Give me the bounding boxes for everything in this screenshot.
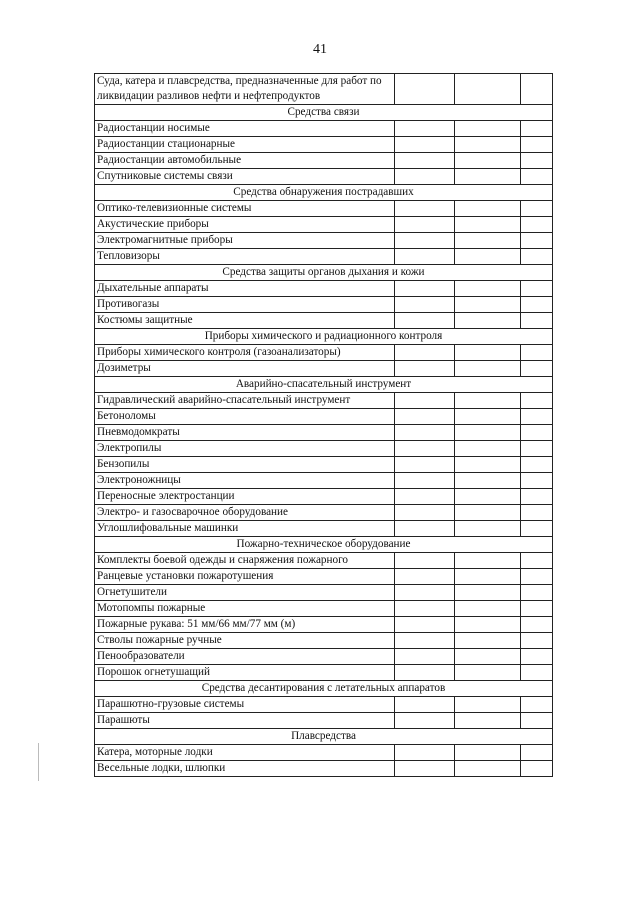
empty-value-cell <box>521 393 553 409</box>
empty-value-cell <box>455 313 521 329</box>
table-row <box>95 601 553 617</box>
empty-value-cell <box>395 345 455 361</box>
empty-value-cell <box>455 713 521 729</box>
empty-value-cell <box>455 697 521 713</box>
section-header: Аварийно-спасательный инструмент <box>95 377 553 393</box>
empty-value-cell <box>455 569 521 585</box>
empty-value-cell <box>395 569 455 585</box>
empty-value-cell <box>455 745 521 761</box>
section-header-row <box>95 265 553 281</box>
table-row <box>95 393 553 409</box>
empty-value-cell <box>395 521 455 537</box>
equipment-name-cell: Костюмы защитные <box>95 313 395 329</box>
section-header: Средства обнаружения пострадавших <box>95 185 553 201</box>
empty-value-cell <box>521 745 553 761</box>
empty-value-cell <box>521 249 553 265</box>
table-row <box>95 313 553 329</box>
empty-value-cell <box>395 74 455 105</box>
empty-value-cell <box>455 297 521 313</box>
empty-value-cell <box>521 649 553 665</box>
empty-value-cell <box>395 137 455 153</box>
empty-value-cell <box>395 617 455 633</box>
table-row <box>95 217 553 233</box>
empty-value-cell <box>395 441 455 457</box>
empty-value-cell <box>521 217 553 233</box>
empty-value-cell <box>521 74 553 105</box>
equipment-name-cell: Радиостанции носимые <box>95 121 395 137</box>
table-row <box>95 553 553 569</box>
empty-value-cell <box>455 585 521 601</box>
empty-value-cell <box>395 505 455 521</box>
table-row <box>95 505 553 521</box>
empty-value-cell <box>395 233 455 249</box>
empty-value-cell <box>521 233 553 249</box>
empty-value-cell <box>521 761 553 777</box>
empty-value-cell <box>395 409 455 425</box>
empty-value-cell <box>395 153 455 169</box>
empty-value-cell <box>455 201 521 217</box>
empty-value-cell <box>395 745 455 761</box>
empty-value-cell <box>455 633 521 649</box>
empty-value-cell <box>521 201 553 217</box>
table-row <box>95 345 553 361</box>
empty-value-cell <box>395 489 455 505</box>
empty-value-cell <box>395 249 455 265</box>
equipment-name-cell: Электроножницы <box>95 473 395 489</box>
empty-value-cell <box>521 297 553 313</box>
section-header-row <box>95 329 553 345</box>
equipment-name-cell: Комплекты боевой одежды и снаряжения пожарного <box>95 553 395 569</box>
equipment-name-cell: Акустические приборы <box>95 217 395 233</box>
equipment-name-cell: Противогазы <box>95 297 395 313</box>
empty-value-cell <box>395 697 455 713</box>
equipment-name-cell: Огнетушители <box>95 585 395 601</box>
empty-value-cell <box>455 361 521 377</box>
table-row <box>95 297 553 313</box>
equipment-name-cell: Радиостанции автомобильные <box>95 153 395 169</box>
table-row <box>95 585 553 601</box>
empty-value-cell <box>521 361 553 377</box>
empty-value-cell <box>395 457 455 473</box>
table-row <box>95 697 553 713</box>
empty-value-cell <box>521 633 553 649</box>
empty-value-cell <box>521 281 553 297</box>
equipment-name-cell: Дозиметры <box>95 361 395 377</box>
equipment-name-cell: Парашютно-грузовые системы <box>95 697 395 713</box>
table-row <box>95 249 553 265</box>
section-header: Приборы химического и радиационного контроля <box>95 329 553 345</box>
scan-margin-mark <box>38 743 39 781</box>
empty-value-cell <box>521 457 553 473</box>
empty-value-cell <box>521 505 553 521</box>
empty-value-cell <box>395 121 455 137</box>
equipment-name-cell: Весельные лодки, шлюпки <box>95 761 395 777</box>
equipment-name-cell: Электромагнитные приборы <box>95 233 395 249</box>
empty-value-cell <box>521 121 553 137</box>
empty-value-cell <box>521 169 553 185</box>
table-row <box>95 633 553 649</box>
section-header-row <box>95 377 553 393</box>
equipment-name-cell: Спутниковые системы связи <box>95 169 395 185</box>
table-row <box>95 409 553 425</box>
equipment-name-cell: Пожарные рукава: 51 мм/66 мм/77 мм (м) <box>95 617 395 633</box>
table-row <box>95 649 553 665</box>
empty-value-cell <box>455 153 521 169</box>
table-row <box>95 457 553 473</box>
empty-value-cell <box>455 649 521 665</box>
section-header-row <box>95 537 553 553</box>
empty-value-cell <box>521 313 553 329</box>
empty-value-cell <box>455 425 521 441</box>
table-row <box>95 281 553 297</box>
empty-value-cell <box>395 361 455 377</box>
empty-value-cell <box>395 473 455 489</box>
table-row <box>95 153 553 169</box>
empty-value-cell <box>455 761 521 777</box>
empty-value-cell <box>455 441 521 457</box>
table-row <box>95 425 553 441</box>
empty-value-cell <box>455 217 521 233</box>
empty-value-cell <box>395 633 455 649</box>
section-header: Средства десантирования с летательных аппаратов <box>95 681 553 697</box>
equipment-name-cell: Радиостанции стационарные <box>95 137 395 153</box>
table-row <box>95 489 553 505</box>
empty-value-cell <box>521 441 553 457</box>
empty-value-cell <box>455 665 521 681</box>
empty-value-cell <box>455 601 521 617</box>
equipment-name-cell: Мотопомпы пожарные <box>95 601 395 617</box>
empty-value-cell <box>395 601 455 617</box>
table-row <box>95 361 553 377</box>
equipment-name-cell: Углошлифовальные машинки <box>95 521 395 537</box>
section-header-row <box>95 105 553 121</box>
empty-value-cell <box>395 217 455 233</box>
equipment-name-cell: Пенообразователи <box>95 649 395 665</box>
empty-value-cell <box>455 489 521 505</box>
table-row <box>95 761 553 777</box>
empty-value-cell <box>521 425 553 441</box>
equipment-name-cell: Порошок огнетушащий <box>95 665 395 681</box>
equipment-name-cell: Дыхательные аппараты <box>95 281 395 297</box>
equipment-name-cell: Тепловизоры <box>95 249 395 265</box>
equipment-name-cell: Ранцевые установки пожаротушения <box>95 569 395 585</box>
equipment-name-cell: Суда, катера и плавсредства, предназначенные для работ по ликвидации разливов нефти и нефтепродуктов <box>95 74 395 105</box>
empty-value-cell <box>455 617 521 633</box>
equipment-name-cell: Электро- и газосварочное оборудование <box>95 505 395 521</box>
equipment-name-cell: Приборы химического контроля (газоанализаторы) <box>95 345 395 361</box>
empty-value-cell <box>455 553 521 569</box>
empty-value-cell <box>455 473 521 489</box>
empty-value-cell <box>521 601 553 617</box>
equipment-name-cell: Пневмодомкраты <box>95 425 395 441</box>
empty-value-cell <box>395 553 455 569</box>
section-header-row <box>95 729 553 745</box>
table-row <box>95 665 553 681</box>
empty-value-cell <box>395 713 455 729</box>
table-row <box>95 233 553 249</box>
empty-value-cell <box>521 697 553 713</box>
table-row <box>95 521 553 537</box>
empty-value-cell <box>521 713 553 729</box>
empty-value-cell <box>395 281 455 297</box>
section-header: Плавсредства <box>95 729 553 745</box>
empty-value-cell <box>521 553 553 569</box>
equipment-table <box>94 73 553 777</box>
table-row <box>95 569 553 585</box>
section-header: Пожарно-техническое оборудование <box>95 537 553 553</box>
table-row <box>95 473 553 489</box>
equipment-name-cell: Переносные электростанции <box>95 489 395 505</box>
empty-value-cell <box>521 473 553 489</box>
table-row <box>95 137 553 153</box>
table-row <box>95 617 553 633</box>
equipment-name-cell: Парашюты <box>95 713 395 729</box>
empty-value-cell <box>521 521 553 537</box>
table-row <box>95 441 553 457</box>
equipment-name-cell: Гидравлический аварийно-спасательный инструмент <box>95 393 395 409</box>
empty-value-cell <box>455 249 521 265</box>
empty-value-cell <box>521 409 553 425</box>
equipment-name-cell: Электропилы <box>95 441 395 457</box>
empty-value-cell <box>455 505 521 521</box>
equipment-name-cell: Оптико-телевизионные системы <box>95 201 395 217</box>
section-header: Средства связи <box>95 105 553 121</box>
section-header-row <box>95 681 553 697</box>
empty-value-cell <box>455 121 521 137</box>
table-row <box>95 745 553 761</box>
empty-value-cell <box>395 425 455 441</box>
empty-value-cell <box>395 585 455 601</box>
empty-value-cell <box>455 345 521 361</box>
empty-value-cell <box>395 313 455 329</box>
empty-value-cell <box>395 761 455 777</box>
equipment-name-cell: Катера, моторные лодки <box>95 745 395 761</box>
empty-value-cell <box>521 345 553 361</box>
table-row <box>95 121 553 137</box>
table-row <box>95 169 553 185</box>
section-header: Средства защиты органов дыхания и кожи <box>95 265 553 281</box>
equipment-name-cell: Бензопилы <box>95 457 395 473</box>
empty-value-cell <box>455 169 521 185</box>
empty-value-cell <box>521 585 553 601</box>
empty-value-cell <box>395 201 455 217</box>
equipment-name-cell: Стволы пожарные ручные <box>95 633 395 649</box>
empty-value-cell <box>395 393 455 409</box>
table-row <box>95 201 553 217</box>
empty-value-cell <box>521 617 553 633</box>
empty-value-cell <box>521 569 553 585</box>
page-number: 41 <box>313 42 327 57</box>
empty-value-cell <box>521 153 553 169</box>
empty-value-cell <box>455 409 521 425</box>
empty-value-cell <box>455 281 521 297</box>
empty-value-cell <box>455 74 521 105</box>
equipment-table-body <box>95 74 553 777</box>
empty-value-cell <box>395 665 455 681</box>
empty-value-cell <box>455 521 521 537</box>
empty-value-cell <box>395 169 455 185</box>
empty-value-cell <box>521 137 553 153</box>
empty-value-cell <box>455 457 521 473</box>
equipment-name-cell: Бетоноломы <box>95 409 395 425</box>
empty-value-cell <box>395 649 455 665</box>
empty-value-cell <box>521 489 553 505</box>
empty-value-cell <box>521 665 553 681</box>
section-header-row <box>95 185 553 201</box>
empty-value-cell <box>455 137 521 153</box>
empty-value-cell <box>455 233 521 249</box>
empty-value-cell <box>455 393 521 409</box>
empty-value-cell <box>395 297 455 313</box>
table-row <box>95 74 553 105</box>
table-row <box>95 713 553 729</box>
